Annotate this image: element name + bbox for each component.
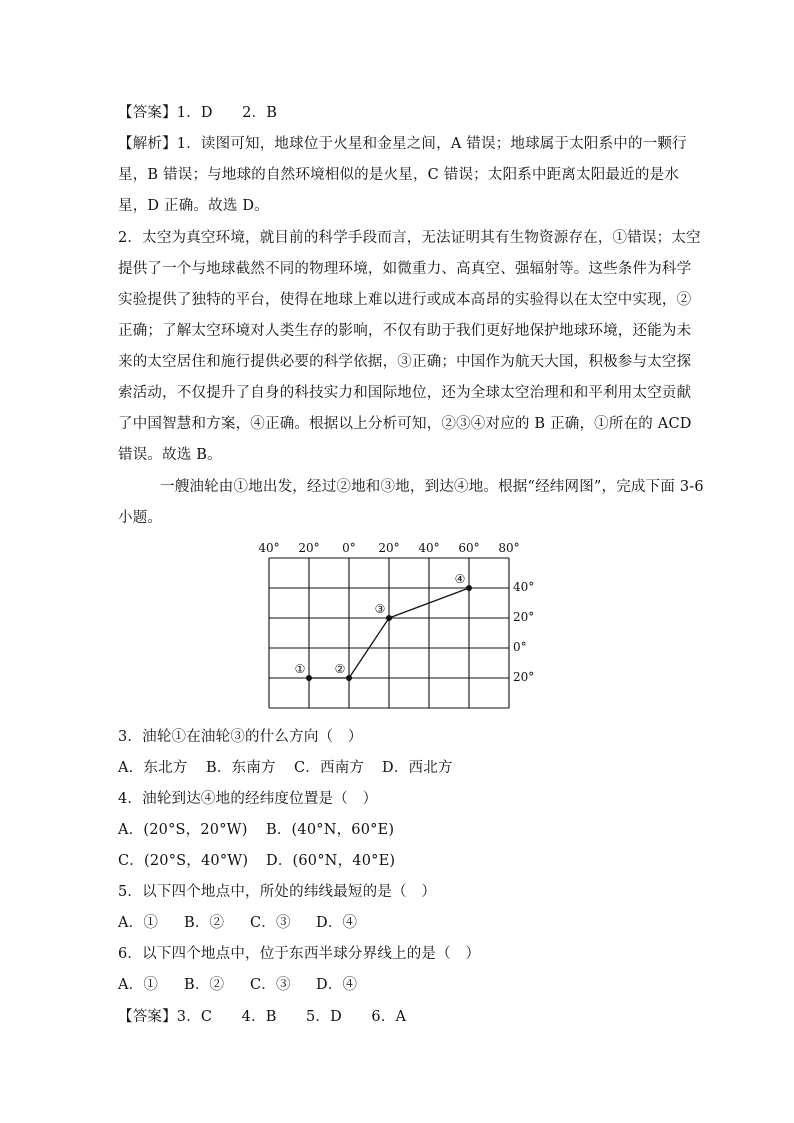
answer-line-1: 【答案】1．D 2．B — [118, 105, 278, 121]
lon-label: 0° — [342, 541, 356, 555]
option: B．东南方 — [206, 760, 276, 776]
analysis-line: 了中国智慧和方案，④正确。根据以上分析可知，②③④对应的 B 正确，①所在的 ACD — [118, 416, 692, 432]
answer-line-2: 【答案】3．C 4．B 5．D 6．A — [118, 1009, 407, 1025]
option: C．③ — [250, 915, 291, 931]
question-4-stem: 4．油轮到达④地的经纬度位置是（ ） — [118, 791, 378, 807]
option: A．(20°S，20°W) — [118, 822, 248, 838]
lat-lon-grid-figure — [255, 538, 545, 738]
analysis-line: 错误。故选 B。 — [118, 447, 222, 463]
option: D．④ — [316, 915, 358, 931]
lat-label: 40° — [513, 580, 535, 594]
option: C．西南方 — [294, 760, 365, 776]
analysis-line: 实验提供了独特的平台，使得在地球上难以进行或成本高昂的实验得以在太空中实现，② — [118, 292, 692, 308]
route-point — [306, 675, 312, 681]
option: B．② — [184, 977, 225, 993]
longitude-labels — [258, 541, 519, 555]
route-point-label: ③ — [374, 602, 386, 616]
question-5-stem: 5．以下四个地点中，所处的纬线最短的是（ ） — [118, 884, 437, 900]
lon-label: 20° — [298, 541, 320, 555]
question-3-options — [118, 758, 453, 778]
lon-label: 40° — [258, 541, 280, 555]
analysis-line: 【解析】1．读图可知，地球位于火星和金星之间，A 错误；地球属于太阳系中的一颗行 — [118, 136, 687, 152]
intro-line: 一艘油轮由①地出发，经过②地和③地，到达④地。根据“经纬网图”，完成下面 3-6 — [160, 479, 704, 495]
analysis-line: 星，D 正确。故选 D。 — [118, 198, 269, 214]
question-4-options-2 — [118, 851, 395, 871]
lat-label: 0° — [513, 640, 527, 654]
option: D．西北方 — [382, 760, 453, 776]
route-point-label: ① — [294, 662, 306, 676]
lon-label: 40° — [418, 541, 440, 555]
option: A．① — [118, 977, 159, 993]
route-point — [386, 615, 392, 621]
question-6-options — [118, 975, 357, 995]
question-5-options — [118, 913, 357, 933]
analysis-line: 2．太空为真空环境，就目前的科学手段而言，无法证明其有生物资源存在，①错误；太空 — [118, 230, 701, 246]
analysis-line: 来的太空居住和施行提供必要的科学依据，③正确；中国作为航天大国，积极参与太空探 — [118, 354, 692, 370]
option: D．(60°N，40°E) — [266, 853, 396, 869]
option: A．东北方 — [118, 760, 188, 776]
route-point — [346, 675, 352, 681]
question-3-stem: 3．油轮①在油轮③的什么方向（ ） — [118, 729, 363, 745]
option: C．(20°S，40°W) — [118, 853, 249, 869]
option: C．③ — [250, 977, 291, 993]
lat-label: 20° — [513, 610, 535, 624]
analysis-line: 索活动，不仅提升了自身的科技实力和国际地位，还为全球太空治理和和平利用太空贡献 — [118, 385, 692, 401]
route-point-label: ④ — [454, 572, 466, 586]
route-point-label: ② — [334, 662, 346, 676]
lon-label: 20° — [378, 541, 400, 555]
option: B．(40°N，60°E) — [266, 822, 395, 838]
lon-label: 80° — [498, 541, 520, 555]
latitude-labels — [513, 580, 534, 684]
lat-label: 20° — [513, 670, 535, 684]
analysis-line: 提供了一个与地球截然不同的物理环境，如微重力、高真空、强辐射等。这些条件为科学 — [118, 261, 692, 277]
option: D．④ — [316, 977, 358, 993]
analysis-line: 正确；了解太空环境对人类生存的影响，不仅有助于我们更好地保护地球环境，还能为未 — [118, 323, 692, 339]
option: B．② — [184, 915, 225, 931]
lon-label: 60° — [458, 541, 480, 555]
route-point — [466, 585, 472, 591]
intro-line: 小题。 — [118, 510, 163, 526]
question-6-stem: 6．以下四个地点中，位于东西半球分界线上的是（ ） — [118, 946, 481, 962]
option: A．① — [118, 915, 159, 931]
question-4-options — [118, 820, 394, 840]
grid-lines — [269, 558, 509, 708]
analysis-line: 星，B 错误；与地球的自然环境相似的是火星，C 错误；太阳系中距离太阳最近的是水 — [118, 167, 679, 183]
